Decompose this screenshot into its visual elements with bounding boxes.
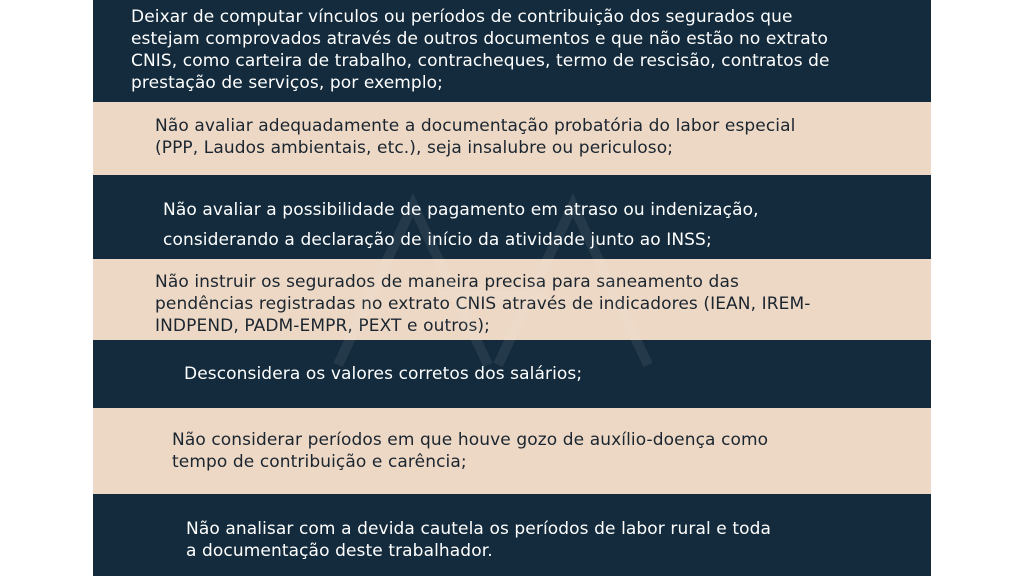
list-item	[93, 102, 931, 175]
list-item	[93, 494, 931, 576]
item-text: Desconsidera os valores corretos dos salários;	[184, 364, 583, 384]
item-text: Não considerar períodos em que houve gozo de auxílio-doença como tempo de contribuição e carência;	[172, 430, 769, 472]
item-text: Não analisar com a devida cautela os períodos de labor rural e toda a documentação deste trabalhador.	[186, 519, 772, 561]
item-text: Não avaliar adequadamente a documentação probatória do labor especial (PPP, Laudos ambientais, etc.), seja insalubre ou periculoso;	[155, 116, 796, 158]
list-item	[93, 408, 931, 494]
content-panel	[93, 0, 931, 576]
list-item	[93, 340, 931, 408]
item-text: Não instruir os segurados de maneira precisa para saneamento das pendências registradas no extrato CNIS através de indicadores (IEAN, IREM- INDPEND, PADM-EMPR, PEXT e outros);	[155, 272, 811, 336]
item-text: Não avaliar a possibilidade de pagamento em atraso ou indenização, considerando a declaração de início da atividade junto ao INSS;	[163, 200, 759, 250]
list-item	[93, 259, 931, 340]
list-item	[93, 0, 931, 102]
list-item	[93, 175, 931, 259]
item-text: Deixar de computar vínculos ou períodos de contribuição dos segurados que estejam comprovados através de outros documentos e que não estão no extrato CNIS, como carteira de trabalho, contracheques, termo de rescisão, contratos de prestação de serviços, por exemplo;	[131, 7, 830, 93]
